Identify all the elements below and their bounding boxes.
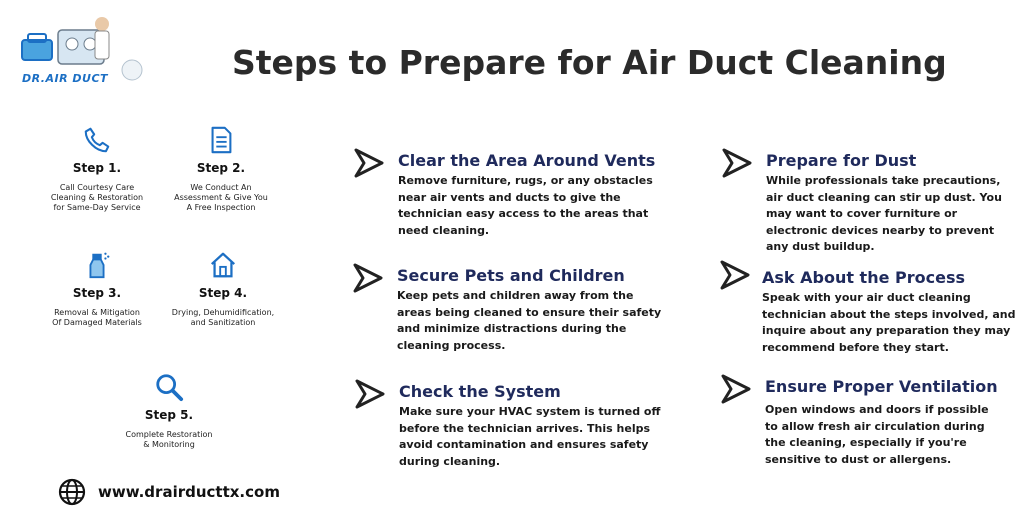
website: [58, 478, 280, 506]
website-link[interactable]: www.drairducttx.com: [98, 483, 280, 501]
arrow-icon: [718, 258, 752, 292]
tip-text: Make sure your HVAC system is turned off before the technician arrives. This helps avoid contamination and ensures safety during cleaning.: [399, 405, 661, 468]
step-name: Step 1.: [72, 161, 122, 175]
tip-text: Remove furniture, rugs, or any obstacles near air vents and ducts to give the technician easy access to the areas that need cleaning.: [398, 174, 653, 237]
tip-text: While professionals take precautions, air duct cleaning can stir up dust. You may want to cover furniture or electronic devices nearby to prevent any dust buildup.: [766, 174, 1002, 253]
arrow-icon: [352, 146, 386, 180]
arrow-icon: [720, 146, 754, 180]
step-name: Step 2.: [196, 161, 246, 175]
document-icon: [206, 125, 236, 155]
tip-ask-process: [762, 268, 1017, 356]
tip-text: Speak with your air duct cleaning technician about the steps involved, and inquire about any preparation they may recommend before they start.: [762, 291, 1016, 354]
step-description: Complete Restoration & Monitoring: [125, 430, 213, 449]
step-2: [156, 125, 286, 213]
step-4: [158, 250, 288, 328]
tip-text: Keep pets and children away from the areas being cleaned to ensure their safety and minimize distractions during the cleaning process.: [397, 289, 662, 352]
arrow-icon: [719, 372, 753, 406]
tip-check-system: [399, 382, 665, 470]
step-description: Drying, Dehumidification, and Sanitization: [171, 308, 275, 327]
tip-title: Check the System: [399, 382, 561, 401]
step-name: Step 5.: [144, 408, 194, 422]
tip-title: Clear the Area Around Vents: [398, 151, 656, 170]
home-icon: [208, 250, 238, 280]
tip-title: Ensure Proper Ventilation: [765, 377, 998, 396]
step-1: [32, 125, 162, 213]
tip-prepare-dust: [766, 151, 1011, 256]
tip-title: Ask About the Process: [762, 268, 966, 287]
step-description: Removal & Mitigation Of Damaged Materials: [52, 308, 142, 327]
tip-title: Prepare for Dust: [766, 151, 917, 170]
logo-text: DR.AIR DUCT: [22, 72, 109, 85]
search-icon: [154, 372, 184, 402]
page-title: Steps to Prepare for Air Duct Cleaning: [232, 43, 947, 82]
arrow-icon: [351, 261, 385, 295]
step-name: Step 4.: [198, 286, 248, 300]
step-3: [32, 250, 162, 328]
step-5: [104, 372, 234, 450]
phone-icon: [82, 125, 112, 155]
tip-text: Open windows and doors if possible to allow fresh air circulation during the cleaning, especially if you're sensitive to dust or allergens.: [765, 403, 989, 466]
spray-bottle-icon: [82, 250, 112, 280]
step-description: We Conduct An Assessment & Give You A Free Inspection: [174, 183, 268, 212]
tip-secure-pets: [397, 266, 663, 354]
tip-ventilation: [765, 377, 1005, 468]
tip-clear-area: [398, 151, 664, 239]
step-description: Call Courtesy Care Cleaning & Restoration for Same-Day Service: [50, 183, 144, 212]
tip-title: Secure Pets and Children: [397, 266, 625, 285]
step-name: Step 3.: [72, 286, 122, 300]
globe-icon: [58, 478, 86, 506]
arrow-icon: [353, 377, 387, 411]
brand-logo: [18, 12, 148, 92]
